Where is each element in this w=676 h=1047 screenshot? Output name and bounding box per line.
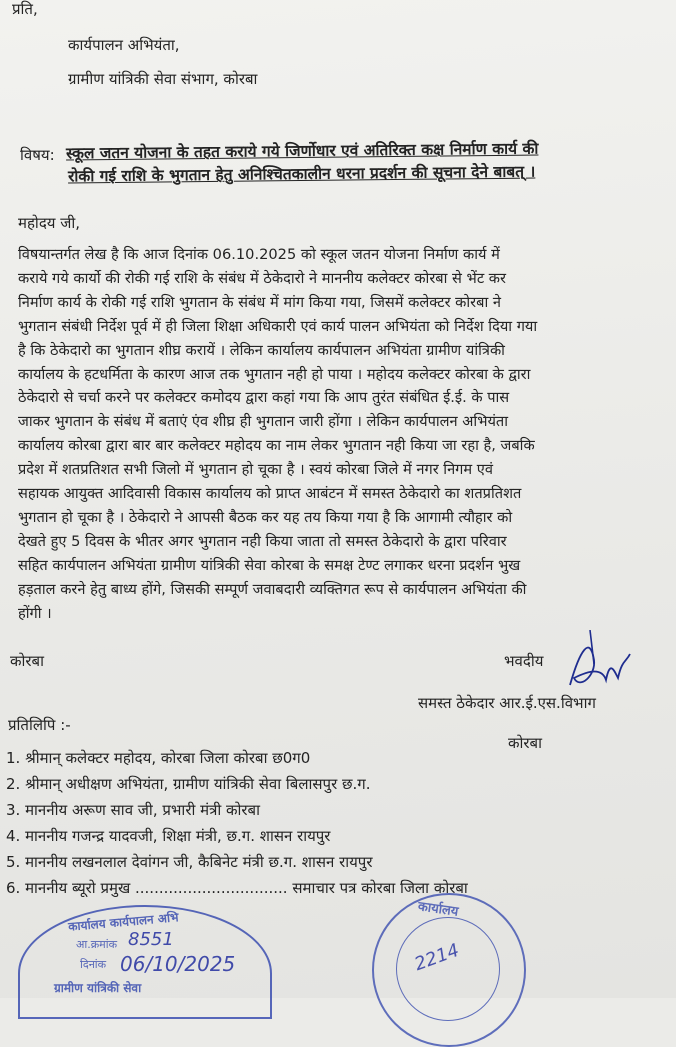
body-line: कार्यालय के हटधर्मिता के कारण आज तक भुगतान नही हो पाया । महोदय कलेक्टर कोरबा के द्वारा (18, 365, 531, 383)
seal-title: कार्यालय (416, 899, 460, 920)
office-seal (372, 893, 526, 1047)
body-line: कराये गये कार्यो की रोकी गई राशि के संबंध में ठेकेदारो ने माननीय कलेक्टर कोरबा से भेंट कर (18, 269, 506, 287)
body-line: भुगतान संबंधी निर्देश पूर्व में ही जिला शिक्षा अधिकारी एवं कार्य पालन अभियंता को निर्देश दिया गया (18, 317, 538, 335)
recipient-title: कार्यपालन अभियंता, (68, 36, 180, 54)
body-line: भुगतान हो चूका है । ठेकेदारो ने आपसी बैठक कर यह तय किया गया है कि आगामी त्यौहार को (18, 508, 513, 526)
stamp-inward-number: 8551 (128, 929, 174, 950)
inward-stamp (18, 905, 272, 1019)
body-line: ठेकेदारो से चर्चा करने पर कलेक्टर कमोदय द्वारा कहां गया कि आप तुरंत संबंधित ई.ई. के पास (18, 389, 510, 407)
body-line: जाकर भुगतान के संबंध में बताएं एंव शीघ्र ही भुगतान जारी होंगा । लेकिन कार्यपालन अभियंता (18, 413, 509, 431)
stamp-date-value: 06/10/2025 (120, 952, 236, 976)
stamp-title: कार्यालय कार्यपालन अभि (67, 910, 180, 934)
body-line: प्रदेश में शतप्रतिशत सभी जिलो में भुगतान हो चूका है । स्वयं कोरबा जिले में नगर निगम एवं (18, 461, 493, 479)
body-line: देखते हुए 5 दिवस के भीतर अगर भुगतान नही किया जाता तो समस्त ठेकेदारो के द्वारा परिवार (18, 532, 507, 550)
seal-inner-ring (396, 917, 500, 1021)
seal-handwritten-number: 2214 (411, 939, 463, 976)
sender-place: कोरबा (508, 734, 542, 752)
body-line: विषयान्तर्गत लेख है कि आज दिनांक 06.10.2025 को स्कूल जतन योजना निर्माण कार्य में (18, 246, 500, 263)
stamp-dept: ग्रामीण यांत्रिकी सेवा (54, 981, 142, 995)
copy-item: 2. श्रीमान् अधीक्षण अभियंता, ग्रामीण यांत्रिकी सेवा बिलासपुर छ.ग. (6, 775, 371, 793)
body-line: निर्माण कार्य के रोकी गई राशि भुगतान के संबंध में मांग किया गया, जिसमें कलेक्टर कोरबा ने (18, 293, 501, 311)
body-line: है कि ठेकेदारो का भुगतान शीघ्र करायें । लेकिन कार्यालय कार्यपालन अभियंता ग्रामीण यांत्रिकी (18, 341, 505, 359)
subject-line-2: रोकी गई राशि के भुगतान हेतु अनिश्चितकालीन धरना प्रदर्शन की सूचना देने बाबत् । (67, 162, 536, 186)
body-line: सहित कार्यपालन अभियंता ग्रामीण यांत्रिकी सेवा कोरबा के समक्ष टेण्ट लगाकर धरना प्रदर्शन भुख (18, 556, 521, 574)
prati-text: प्रति, (12, 0, 38, 18)
copy-item: 1. श्रीमान् कलेक्टर महोदय, कोरबा जिला कोरबा छ0ग0 (6, 749, 311, 767)
closing-bhavdiya: भवदीय (504, 652, 544, 670)
subject-line-1: स्कूल जतन योजना के तहत कराये गये जिर्णोधार एवं अतिरिक्त कक्ष निर्माण कार्य की (65, 139, 539, 163)
copy-item: 3. माननीय अरूण साव जी, प्रभारी मंत्री कोरबा (6, 801, 260, 819)
copy-item: 5. माननीय लखनलाल देवांगन जी, कैबिनेट मंत्री छ.ग. शासन रायपुर (6, 853, 373, 871)
place-text: कोरबा (10, 652, 44, 670)
body-line: हड़ताल करने हेतु बाध्य होंगे, जिसकी सम्पूर्ण जवाबदारी व्यक्तिगत रूप से कार्यपालन अभियंता की (18, 580, 527, 598)
copy-item: 4. माननीय गजन्द्र यादवजी, शिक्षा मंत्री, छ.ग. शासन रायपुर (6, 827, 331, 845)
copy-item: 6. माननीय ब्यूरो प्रमुख ................................ समाचार पत्र कोरबा जिला कोरबा (6, 879, 468, 897)
stamp-date-label: दिनांक (80, 958, 107, 971)
sender-name: समस्त ठेकेदार आर.ई.एस.विभाग (418, 694, 596, 712)
salutation: महोदय जी, (18, 214, 81, 232)
body-line: कार्यालय कोरबा द्वारा बार बार कलेक्टर महोदय का नाम लेकर भुगतान नही किया जा रहा है, जबकि (18, 437, 535, 455)
recipient-office: ग्रामीण यांत्रिकी सेवा संभाग, कोरबा (68, 70, 258, 88)
body-line: सहायक आयुक्त आदिवासी विकास कार्यालय को प्राप्त आबंटन में समस्त ठेकेदारो का शतप्रतिशत (18, 485, 522, 503)
stamp-inward-label: आ.क्रमांक (76, 938, 118, 951)
copy-label: प्रतिलिपि :- (8, 716, 71, 734)
letter-body (18, 243, 660, 626)
body-line: होंगी । (18, 604, 52, 622)
subject-label: विषय: (20, 146, 55, 164)
